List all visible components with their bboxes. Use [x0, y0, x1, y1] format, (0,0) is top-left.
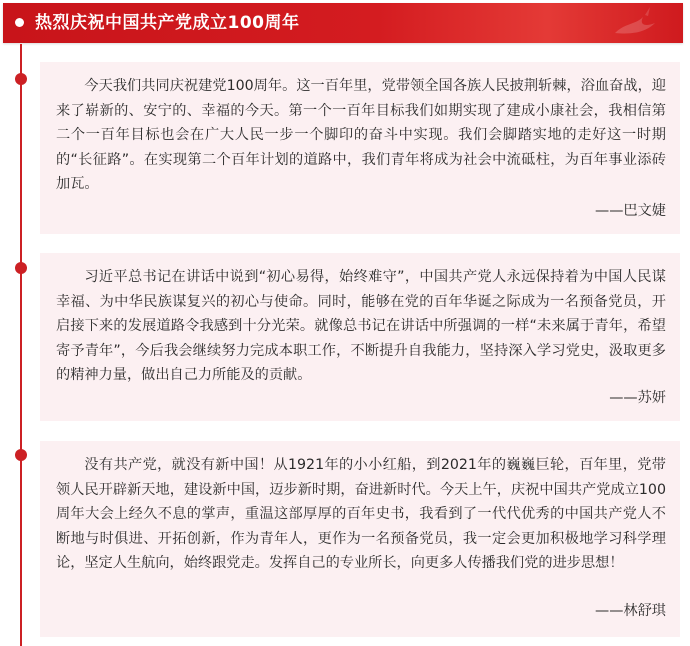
timeline-line — [20, 44, 22, 646]
comment-author: ——巴文婕 — [595, 203, 666, 219]
timeline-dot-icon — [15, 73, 27, 85]
comment-card — [40, 253, 680, 421]
comment-author: ——林舒琪 — [595, 603, 666, 619]
comment-card — [40, 441, 680, 637]
timeline-dot-icon — [15, 449, 27, 461]
comment-text: 习近平总书记在讲话中说到“初心易得，始终难守”，中国共产党人永远保持着为中国人民谋幸福、为中华民族谋复兴的初心与使命。同时，能够在党的百年华诞之际成为一名预备党员，开启接下来的发展道路令我感到十分光荣。就像总书记在讲话中所强调的一样“未来属于青年，希望寄予青年”，今后我会继续努力完成本职工作，不断提升自我能力，坚持深入学习党史，汲取更多的精神力量，做出自己力所能及的贡献。 — [56, 269, 666, 383]
dove-decoration-icon — [595, 3, 675, 43]
comment-card — [40, 62, 680, 234]
timeline-dot-icon — [15, 262, 27, 274]
comment-text: 没有共产党，就没有新中国！从1921年的小小红船，到2021年的巍巍巨轮，百年里，党带领人民开辟新天地，建设新中国，迈步新时期，奋进新时代。今天上午，庆祝中国共产党成立100周年大会上经久不息的掌声，重温这部厚厚的百年史书，我看到了一代代优秀的中国共产党人不断地与时俱进、开拓创新，作为青年人，更作为一名预备党员，我一定会更加积极地学习科学理论，坚定人生航向，始终跟党走。发挥自己的专业所长，向更多人传播我们党的进步思想！ — [56, 457, 666, 571]
section-title: 热烈庆祝中国共产党成立100周年 — [35, 13, 300, 33]
bullet-dot-icon — [15, 18, 24, 27]
comment-text: 今天我们共同庆祝建党100周年。这一百年里，党带领全国各族人民披荆斩棘，浴血奋战，迎来了崭新的、安宁的、幸福的今天。第一个一百年目标我们如期实现了建成小康社会，我相信第二个一百年目标也会在广大人民一步一个脚印的奋斗中实现。我们会脚踏实地的走好这一时期的“长征路”。在实现第二个百年计划的道路中，我们青年将成为社会中流砥柱，为百年事业添砖加瓦。 — [56, 78, 666, 192]
section-header — [3, 3, 683, 43]
comment-author: ——苏妍 — [609, 390, 666, 406]
